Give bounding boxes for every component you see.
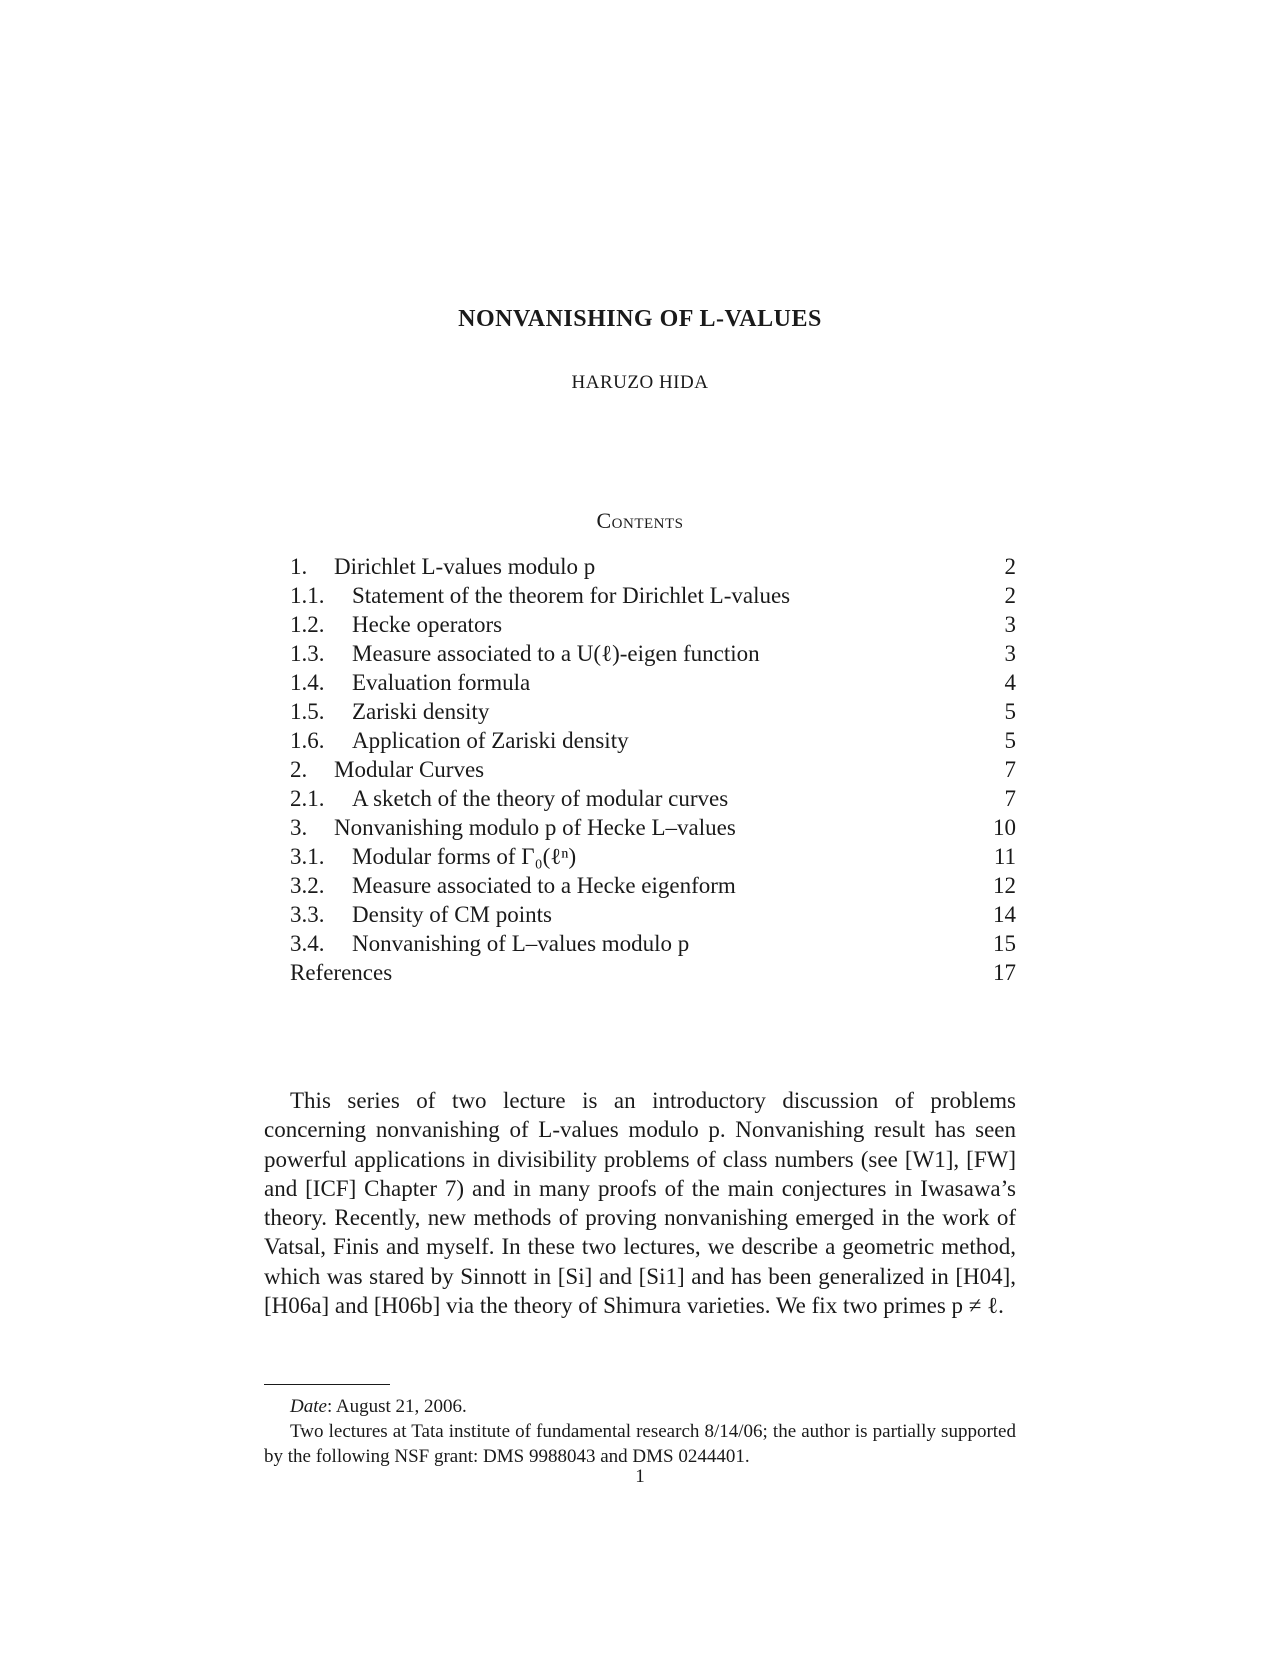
toc-entry-number: 1. [290, 554, 308, 579]
toc-entry-page: 2 [1004, 583, 1016, 608]
footnote-date-value: : August 21, 2006. [326, 1396, 467, 1417]
toc-entry-page: 5 [1004, 728, 1016, 753]
toc-entry[interactable] [290, 581, 1016, 610]
toc-entry-title: Modular Curves [334, 757, 485, 782]
toc-entry-page: 17 [993, 960, 1016, 985]
toc-entry-number: 2. [290, 757, 308, 782]
toc-entry-page: 3 [1004, 612, 1016, 637]
toc-entry-number: 3.2. [290, 873, 325, 898]
toc-entry-number: 1.3. [290, 641, 325, 666]
paper-title: NONVANISHING OF L-VALUES [458, 306, 822, 332]
toc-entry-number: 1.1. [290, 583, 325, 608]
toc-entry-title: Nonvanishing of L–values modulo p [352, 931, 690, 956]
toc-entry-page: 7 [1004, 786, 1016, 811]
toc-entry[interactable] [290, 610, 1016, 639]
toc-entry-title: Hecke operators [352, 612, 503, 637]
toc-entry-title: Zariski density [352, 699, 490, 724]
abstract-paragraph: This series of two lecture is an introductory discussion of problems concerning nonvanishing of L-values modulo p. Nonvanishing result has seen powerful applications in divisibility problems of class numbers (see [W1], [FW] and [ICF] Chapter 7) and in many proofs of the main conjectures in Iwasawa’s theory. Recently, new methods of proving nonvanishing emerged in the work of Vatsal, Finis and myself. In these two lectures, we describe a geometric method, which was stared by Sinnott in [Si] and [Si1] and has been generalized in [H04], [H06a] and [H06b] via the theory of Shimura varieties. We fix two primes p ≠ ℓ. [264, 1088, 1016, 1319]
toc-entry-page: 12 [993, 873, 1016, 898]
toc-entry[interactable] [290, 784, 1016, 813]
toc-entry-page: 11 [993, 844, 1016, 869]
toc-entry-number: 2.1. [290, 786, 325, 811]
toc-entry[interactable] [290, 929, 1016, 958]
paper-author: HARUZO HIDA [571, 372, 709, 393]
toc-entry[interactable] [290, 871, 1016, 900]
toc-entry-page: 14 [993, 902, 1016, 927]
toc-entry-title: Nonvanishing modulo p of Hecke L–values [334, 815, 736, 840]
footnote-note: Two lectures at Tata institute of fundamental research 8/14/06; the author is partially supported by the following NSF grant: DMS 9988043 and DMS 0244401. [264, 1421, 1016, 1467]
toc-entry[interactable] [290, 755, 1016, 784]
toc-entry[interactable] [290, 552, 1016, 581]
toc-entry-page: 10 [993, 815, 1016, 840]
toc-entry[interactable] [290, 668, 1016, 697]
toc-entry[interactable] [290, 958, 1016, 987]
toc-entry-title: Statement of the theorem for Dirichlet L-values [352, 583, 791, 608]
toc-entry[interactable] [290, 813, 1016, 842]
table-of-contents [290, 552, 1016, 987]
toc-entry[interactable] [290, 697, 1016, 726]
toc-entry-number: 1.2. [290, 612, 325, 637]
toc-entry-page: 3 [1004, 641, 1016, 666]
footnote-date [264, 1394, 1016, 1419]
page-number: 1 [635, 1466, 645, 1487]
toc-entry-number: 3.3. [290, 902, 325, 927]
toc-entry[interactable] [290, 842, 1016, 871]
toc-entry-title: Dirichlet L-values modulo p [334, 554, 596, 579]
toc-entry-number: 3.4. [290, 931, 325, 956]
toc-entry-title: Measure associated to a U(ℓ)-eigen function [352, 641, 760, 666]
footnote-date-label: Date [290, 1396, 327, 1417]
toc-entry-number: 1.6. [290, 728, 325, 753]
toc-entry-title: Density of CM points [352, 902, 552, 927]
toc-entry-title: References [290, 960, 393, 985]
toc-entry-title: Application of Zariski density [352, 728, 629, 753]
toc-entry-page: 2 [1004, 554, 1016, 579]
toc-entry-page: 15 [993, 931, 1016, 956]
footnote-rule [264, 1384, 390, 1385]
toc-entry[interactable] [290, 900, 1016, 929]
contents-heading: Contents [596, 508, 684, 533]
toc-entry-title: Evaluation formula [352, 670, 531, 695]
toc-entry[interactable] [290, 639, 1016, 668]
toc-entry-number: 3.1. [290, 844, 325, 869]
toc-entry-number: 1.4. [290, 670, 325, 695]
toc-entry-title: Modular forms of Γ₀(ℓⁿ) [352, 844, 577, 869]
toc-entry-page: 7 [1004, 757, 1016, 782]
toc-entry-page: 5 [1004, 699, 1016, 724]
toc-entry[interactable] [290, 726, 1016, 755]
toc-entry-title: Measure associated to a Hecke eigenform [352, 873, 736, 898]
footnote [264, 1394, 1016, 1469]
toc-entry-number: 1.5. [290, 699, 325, 724]
toc-entry-title: A sketch of the theory of modular curves [352, 786, 729, 811]
toc-entry-number: 3. [290, 815, 308, 840]
toc-entry-page: 4 [1004, 670, 1016, 695]
